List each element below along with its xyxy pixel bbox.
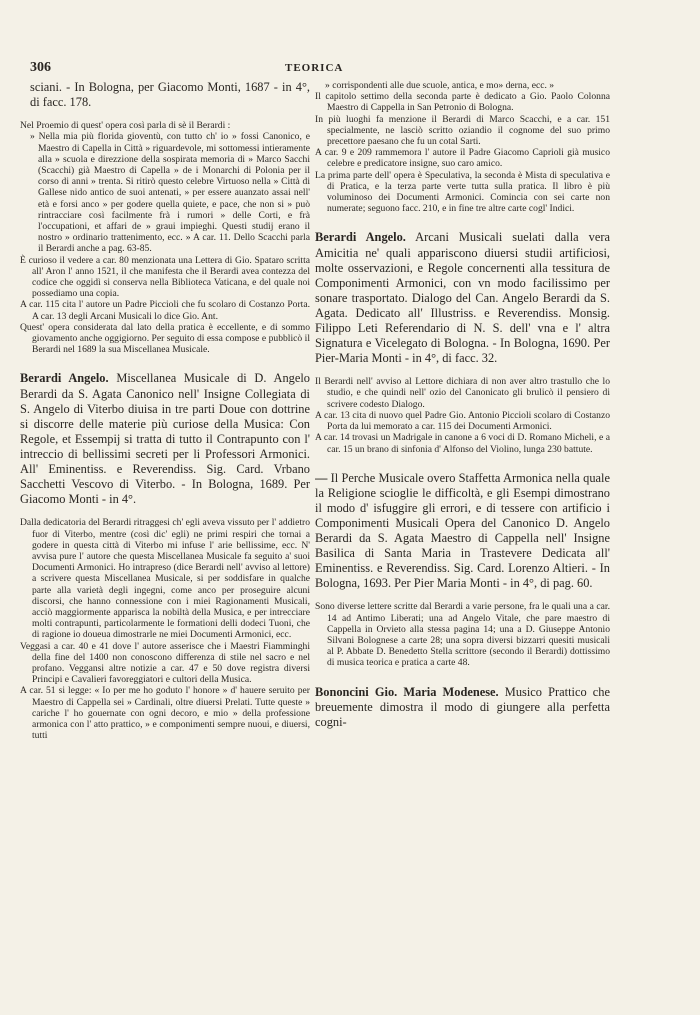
note-paragraph: La prima parte dell' opera è Speculativa, la seconda è Mista di speculativa e di Pratica, e la terza parte verte tutta sulla pratica. Il libro è più voluminoso dei Documenti Armonici. Comincia con sei carte non numerate; seguono facc. 210, e in fine tre altre carte cogl' Indici. <box>315 169 610 215</box>
quotation-block <box>20 131 310 254</box>
note-paragraph: Il capitolo settimo della seconda parte è dedicato a Gio. Paolo Colonna Maestro di Cappella in San Petronio di Bologna. <box>315 91 610 114</box>
right-column <box>315 80 610 950</box>
spacer <box>20 507 310 517</box>
note-paragraph: A car. 115 cita l' autore un Padre Piccioli che fu scolaro di Costanzo Porta. A car. 13 degli Arcani Musicali lo dice Gio. Ant. <box>20 299 310 322</box>
note-paragraph: Il Berardi nell' avviso al Lettore dichiara di non aver altro trastullo che lo studio, e che quindi nell' ozio del Canonicato gli brulicò il pensiero di scrivere codesto Dialogo. <box>315 376 610 410</box>
entry-heading: Berardi Angelo. <box>315 230 406 245</box>
entry-text: Musico Prattico che breuemente dimostra il modo di giungere alla perfetta cogni- <box>315 684 610 729</box>
note-paragraph: Dalla dedicatoria del Berardi ritraggesi ch' egli aveva vissuto per l' addietro fuor di Viterbo, mentre (così dic' egli) ne primi respiri che tornai a godere in questa città di Viterbo mi infuse l' arie bellissime, ecc. N' avvisa pure l' autore che questa Miscellanea Musicale fa seguito a' suoi Documenti Armonici. Ho intrapreso (dice Berardi nell' avviso al lettore) a scrivere questa Miscellanea Musicale, si per soddisfare in qualche parte alla varietà degli ingegni, come anco per proseguire alcuni discorsi, che hanno connessione con i miei Ragionamenti Musicali, acciò maggiormente apparisca la nobiltà della Musica, e per intrecciare molti contrapunti, particolarmente le formationi delli dodeci Tuoni, che di ragione io doueua dimostrarle ne miei Documenti Armonici, ecc. <box>20 517 310 641</box>
catalog-entry <box>315 471 610 592</box>
running-header <box>0 60 700 78</box>
catalog-entry <box>20 371 310 507</box>
note-paragraph: In più luoghi fa menzione il Berardi di Marco Scacchi, e a car. 151 specialmente, ne lasciò scritto oziandio il cognome del suo primo precettore paesano che fu un cotal Sarti. <box>315 113 610 148</box>
spacer <box>315 366 610 376</box>
catalog-entry <box>315 230 610 366</box>
catalog-entry <box>315 685 610 730</box>
note-paragraph: È curioso il vedere a car. 80 menzionata una Lettera di Gio. Spataro scritta all' Aron l' anno 1521, il che manifesta che il Berardi avea contezza del codice che oggidì si conserva nella Biblioteca Vaticana, e del quale noi possediamo una copia. <box>20 254 310 300</box>
spacer <box>315 455 610 471</box>
note-paragraph: Quest' opera considerata dal lato della pratica è eccellente, e di sommo giovamento anche oggigiorno. Per seguito di essa compose e pubblicò il Berardi nel 1689 la sua Miscellanea Musicale. <box>20 321 310 356</box>
spacer <box>315 669 610 685</box>
entry-text: Miscellanea Musicale di D. Angelo Berardi da S. Agata Canonico nell' Insigne Collegiata di S. Angelo di Viterbo diuisa in tre parti Doue con dottrine si discorre delle materie più curiose della Musica: Con Regole, et Essempij si tratta di tutto il Contrapunto con l' intreccio di bellissimi secreti per li Professori Armonici. All' Eminentiss. e Reverendiss. Sig. Card. Vrbano Sacchetti Vescovo di Viterbo. - In Bologna, 1689. Per Giacomo Monti - in 4°. <box>20 371 310 507</box>
entry-heading: Bononcini Gio. Maria Modenese. <box>315 684 499 699</box>
note-paragraph: sciani. - In Bologna, per Giacomo Monti, 1687 - in 4°, di facc. 178. <box>30 80 310 110</box>
quotation-text: » Nella mia più florida gioventù, con tutto ch' io » fossi Canonico, e Maestro di Capella in Città » riguardevole, mi sottomessi intieramente alla » scuola e direzzione della sospirata memoria di » Marco Sacchi (Scacchi) già Maestro di Capella » de i Monarchi di Polonia per il corso di anni » trenta. Si ritirò questo celebre Virtuoso nella » Città di Gallese nido antico de suoi antenati, » per essere auanzato assai nell' età e forsi anco » per godere quella quiete, e pace, che non si » può rintracciare così facilmente frà i rumori » delle Corti, e frà l'occupationi, et affari de » graui impieghi. Questi studij erano il nostro » ordinario trattenimento, ecc. » A car. 11. Dello Scacchi parla il Berardi anche a pag. 63-85. <box>30 131 310 255</box>
running-title: TEORICA <box>285 62 344 74</box>
note-paragraph: Nel Proemio di quest' opera così parla di sè il Berardi : <box>20 120 231 132</box>
spacer <box>20 355 310 371</box>
page-number: 306 <box>30 60 51 75</box>
note-paragraph: Sono diverse lettere scritte dal Berardi a varie persone, fra le quali una a car. 14 ad Antimo Liberati; una ad Angelo Vitale, che pare maestro di Cappella in Orvieto alla stessa pagina 14; una a D. Giuseppe Antonio Silvani Bolognese a carte 28; una sopra diversi bizzarri quesiti musicali al P. Abbate D. Benedetto Stella scrittore (secondo il Berardi) dottissimo di musica teorica e pratica a carte 48. <box>315 601 610 669</box>
quotation-block <box>315 80 610 91</box>
spacer <box>20 110 310 120</box>
entry-text: Il Perche Musicale overo Staffetta Armonica nella quale la Religione scioglie le difficoltà, e gli Esempi dimostrano il modo d' isfuggire gli errori, e di tessere con artificio i Componimenti Musicali Opera del Canonico D. Angelo Berardi da S. Agata Maestro di Cappella nell' Insigne Basilica di Santa Maria in Trastevere Dedicata all' Eminentiss. e Reverendiss. Sig. Card. Lorenzo Altieri. - In Bologna, 1693. Per Pier Maria Monti - in 4°, di pag. 60. <box>315 470 610 591</box>
spacer <box>315 591 610 601</box>
left-column <box>20 80 310 1000</box>
quotation-text: » corrispondenti alle due scuole, antica, e mo» derna, ecc. » <box>325 80 555 91</box>
spacer <box>315 214 610 230</box>
entry-heading: — <box>315 470 328 485</box>
note-paragraph: A car. 14 trovasi un Madrigale in canone a 6 voci di D. Romano Micheli, e a car. 15 un brano di sinfonia d' Alfonso del Violino, lunga 230 battute. <box>315 432 610 455</box>
note-paragraph: Veggasi a car. 40 e 41 dove l' autore asserisce che i Maestri Fiamminghi della fine del 1400 non conoscono differenza di stile nel sacro e nel profano. Veggansi altre notizie a car. 47 e 50 dove registra diversi Principi e Cavalieri favoreggiatori e cultori della Musica. <box>20 640 310 686</box>
entry-text: Arcani Musicali suelati dalla vera Amicitia ne' quali appariscono diuersi studii artificiosi, molte osservazioni, e Regole concernenti alla tessitura de Componimenti Armonici, con vn modo facilissimo per sonare trasportato. Dialogo del Can. Angelo Berardi da S. Agata. Dedicato all' Illustriss. e Reverendiss. Monsig. Filippo Leti Referendario di N. S. dell' vna e l' altra Signatura e Vicelegato di Bologna. - In Bologna, 1690. Per Pier-Maria Monti - in 4°, di facc. 32. <box>315 230 610 366</box>
note-paragraph: A car. 9 e 209 rammemora l' autore il Padre Giacomo Caprioli già musico celebre e predicatore insigne, suo caro amico. <box>315 147 610 170</box>
note-paragraph: A car. 51 si legge: « Io per me ho goduto l' honore » d' hauere seruito per Maestro di Cappella sei » Cardinali, oltre diuersi Prelati. Tutte queste » cariche l' ho gouernate con ogni decoro, e mio » della professione armonica con l' atto prattico, » e componimenti sempre nuoui, e diuersi, tutti <box>20 685 310 742</box>
note-paragraph: A car. 13 cita di nuovo quel Padre Gio. Antonio Piccioli scolaro di Costanzo Porta da lui memorato a car. 115 dei Documenti Armonici. <box>315 409 610 433</box>
entry-heading: Berardi Angelo. <box>20 371 109 386</box>
